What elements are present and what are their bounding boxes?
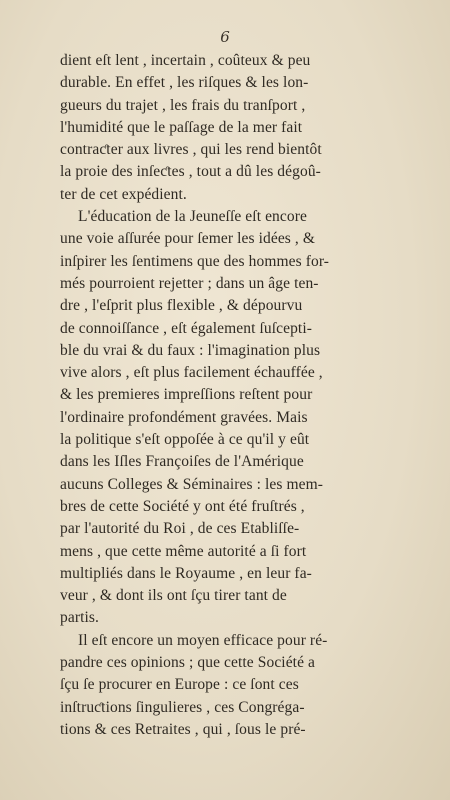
text-line: partis. xyxy=(60,609,100,627)
text-line: aucuns Colleges & Séminaires : les mem- xyxy=(60,475,324,493)
text-line: l'humidité que le paſſage de la mer fait xyxy=(60,118,303,136)
text-line: l'ordinaire profondément gravées. Mais xyxy=(60,408,308,426)
paragraph xyxy=(60,630,400,741)
text-line: tions & ces Retraites , qui , ſous le pré- xyxy=(60,720,306,738)
paragraph xyxy=(60,206,400,630)
text-line: de connoiſſance , eſt également ſuſcepti- xyxy=(60,319,312,337)
text-line: ſçu ſe procurer en Europe : ce ſont ces xyxy=(60,676,299,694)
paragraph xyxy=(60,50,400,206)
text-line: pandre ces opinions ; que cette Société a xyxy=(60,654,316,672)
text-line: dre , l'eſprit plus flexible , & dépourvu xyxy=(60,297,303,315)
text-line: L'éducation de la Jeuneſſe eſt encore xyxy=(78,208,307,226)
text-line: la politique s'eſt oppoſée à ce qu'il y eût xyxy=(60,431,310,449)
text-line: la proie des inſeƈtes , tout a dû les dégoû- xyxy=(60,163,321,181)
text-line: une voie aſſurée pour ſemer les idées , & xyxy=(60,230,316,248)
text-line: dans les Iſles Françoiſes de l'Amérique xyxy=(60,453,304,471)
text-line: contraƈter aux livres , qui les rend bientôt xyxy=(60,141,322,159)
text-line: més pourroient rejetter ; dans un âge ten- xyxy=(60,274,319,292)
text-line: Il eſt encore un moyen efficace pour ré- xyxy=(78,631,328,649)
text-line: dient eſt lent , incertain , coûteux & peu xyxy=(60,52,311,69)
text-line: mens , que cette même autorité a ſi fort xyxy=(60,542,307,560)
text-line: durable. En effet , les riſques & les lon- xyxy=(60,74,309,92)
text-line: & les premieres impreſſions reſtent pour xyxy=(60,386,313,404)
text-line: inſpirer les ſentimens que des hommes for- xyxy=(60,252,330,270)
text-line: ble du vrai & du faux : l'imagination plus xyxy=(60,341,321,359)
text-line: gueurs du trajet , les frais du tranſport , xyxy=(60,96,306,114)
text-line: veur , & dont ils ont ſçu tirer tant de xyxy=(60,587,287,605)
page-number: 6 xyxy=(220,28,230,46)
text-line: vive alors , eſt plus facilement échauffée , xyxy=(60,364,323,382)
text-line: inſtruƈtions ſingulieres , ces Congréga- xyxy=(60,698,305,716)
text-line: ter de cet expédient. xyxy=(60,185,187,203)
body-text xyxy=(60,50,400,741)
text-line: multipliés dans le Royaume , en leur fa- xyxy=(60,564,312,582)
text-line: bres de cette Société y ont été fruſtrés , xyxy=(60,497,305,515)
text-line: par l'autorité du Roi , de ces Etabliſſe- xyxy=(60,520,300,538)
